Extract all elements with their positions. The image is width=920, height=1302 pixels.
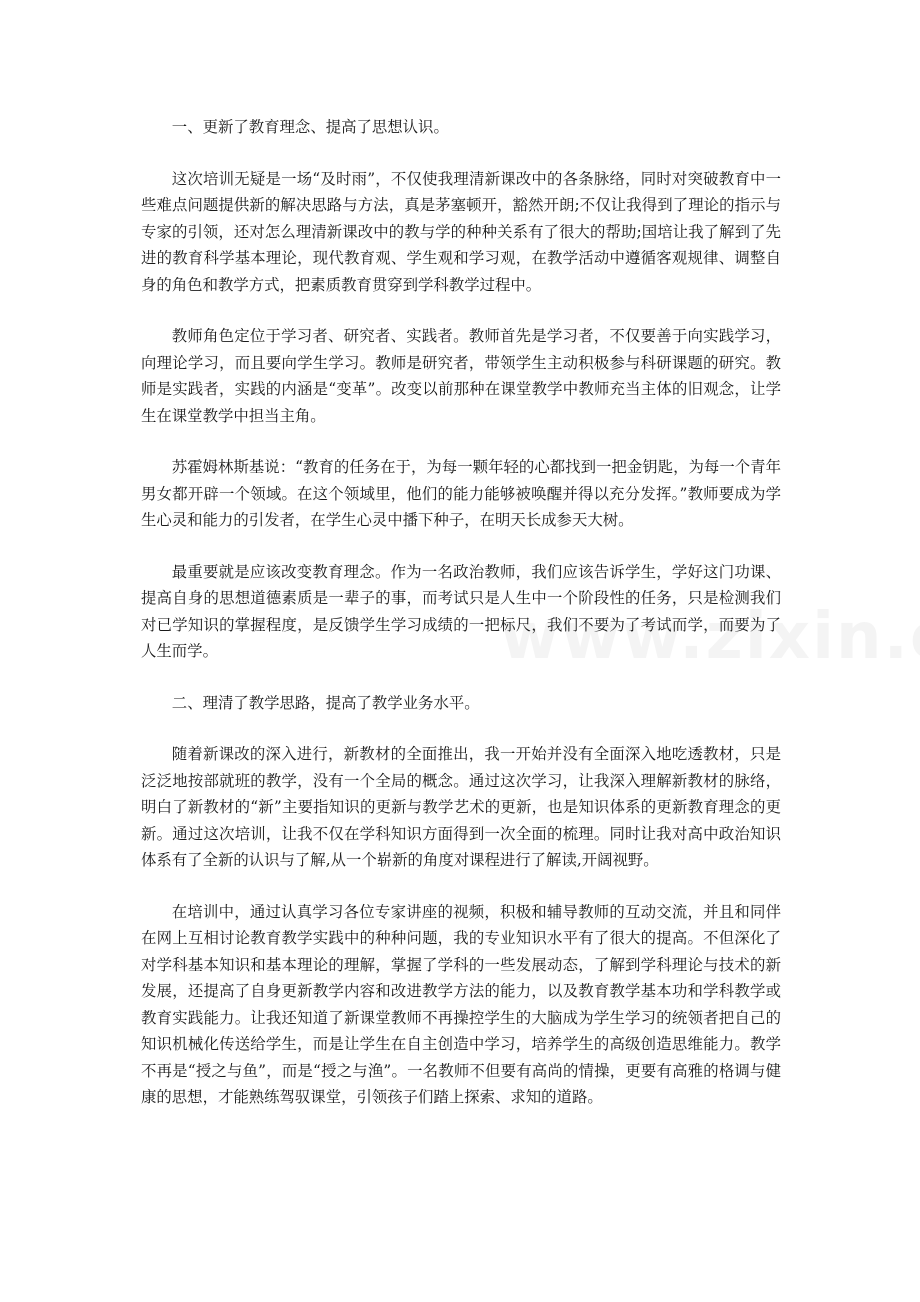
paragraph: 教师角色定位于学习者、研究者、实践者。教师首先是学习者，不仅要善于向实践学习，向理论学习，而且要向学生学习。教师是研究者，带领学生主动积极参与科研课题的研究。教师是实践者，实践的内涵是“变革”。改变以前那种在课堂教学中教师充当主体的旧观念，让学生在课堂教学中担当主角。 (141, 327, 781, 425)
paragraph: 随着新课改的深入进行，新教材的全面推出，我一开始并没有全面深入地吃透教材，只是泛泛地按部就班的教学，没有一个全局的概念。通过这次学习，让我深入理解新教材的脉络，明白了新教材的“新”主要指知识的更新与教学艺术的更新，也是知识体系的更新教育理念的更新。通过这次培训，让我不仅在学科知识方面得到一次全面的梳理。同时让我对高中政治知识体系有了全新的认识与了解,从一个崭新的角度对课程进行了解读,开阔视野。 (141, 745, 781, 869)
paragraph: 最重要就是应该改变教育理念。作为一名政治教师，我们应该告诉学生，学好这门功课、提高自身的思想道德素质是一辈子的事，而考试只是人生中一个阶段性的任务，只是检测我们对已学知识的掌握程度，是反馈学生学习成绩的一把标尺，我们不要为了考试而学，而要为了人生而学。 (141, 562, 781, 660)
paragraph: 在培训中，通过认真学习各位专家讲座的视频，积极和辅导教师的互动交流，并且和同伴在网上互相讨论教育教学实践中的种种问题，我的专业知识水平有了很大的提高。不但深化了对学科基本知识和基本理论的理解，掌握了学科的一些发展动态，了解到学科理论与技术的新发展，还提高了自身更新教学内容和改进教学方法的能力，以及教育教学基本功和学科教学或教育实践能力。让我还知道了新课堂教师不再操控学生的大脑成为学生学习的统领者把自己的知识机械化传送给学生，而是让学生在自主创造中学习，培养学生的高级创造思维能力。教学不再是“授之与鱼”，而是“授之与渔”。一名教师不但要有高尚的情操，更要有高雅的格调与健康的思想，才能熟练驾驭课堂，引领孩子们踏上探索、求知的道路。 (141, 902, 781, 1106)
section-heading-2: 二、理清了教学思路，提高了教学业务水平。 (171, 693, 480, 712)
paragraph: 苏霍姆林斯基说：“教育的任务在于，为每一颗年轻的心都找到一把金钥匙，为每一个青年男女都开辟一个领域。在这个领域里，他们的能力能够被唤醒并得以充分发挥。”教师要成为学生心灵和能力的引发者，在学生心灵中播下种子，在明天长成参天大树。 (141, 458, 781, 529)
paragraph: 这次培训无疑是一场“及时雨”，不仅使我理清新课改中的各条脉络，同时对突破教育中一些难点问题提供新的解决思路与方法，真是茅塞顿开，豁然开朗;不仅让我得到了理论的指示与专家的引领，还对怎么理清新课改中的教与学的种种关系有了很大的帮助;国培让我了解到了先进的教育科学基本理论，现代教育观、学生观和学习观，在教学活动中遵循客观规律、调整自身的角色和教学方式，把素质教育贯穿到学科教学过程中。 (141, 169, 781, 294)
document-body (141, 114, 781, 1136)
section-heading-1: 一、更新了教育理念、提高了思想认识。 (171, 118, 449, 136)
